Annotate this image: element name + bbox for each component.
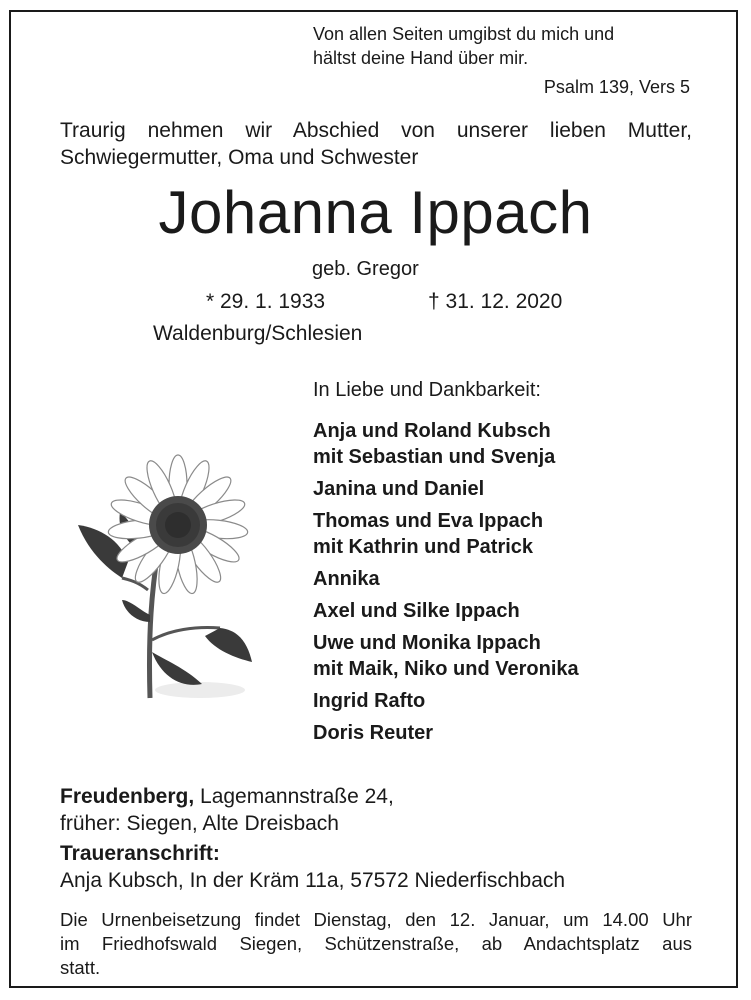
gratitude-line: In Liebe und Dankbarkeit: [313,379,541,401]
bible-verse [313,22,614,70]
mourner-group [313,598,579,624]
notice-line: im Friedhofswald Siegen, Schützenstraße, ab Andachtsplatz aus [60,933,692,954]
mourner-name: Anja und Roland Kubsch [313,420,551,442]
notice-line: statt. [60,957,101,978]
sunflower-icon [70,440,260,705]
intro-text [60,117,692,171]
verse-line: hältst deine Hand über mir. [313,48,529,68]
death-date: † 31. 12. 2020 [428,290,563,313]
verse-source: Psalm 139, Vers 5 [543,77,690,97]
burial-notice [60,908,692,980]
mourner-name: Annika [313,568,380,590]
mourner-name: mit Sebastian und Svenja [313,446,556,468]
mourner-group [313,508,579,560]
verse-line: Von allen Seiten umgibst du mich und [313,24,615,44]
mourner-group [313,476,579,502]
maiden-name: geb. Gregor [312,258,419,280]
intro-line: Traurig nehmen wir Abschied von unserer lieben Mutter, [60,119,692,142]
mourner-name: Doris Reuter [313,722,434,744]
former-residence: früher: Siegen, Alte Dreisbach [60,812,339,835]
mourning-address-label: Traueranschrift: [60,842,220,865]
residence-town: Freudenberg, [60,785,195,808]
mourning-address: Anja Kubsch, In der Kräm 11a, 57572 Niederfischbach [60,869,566,892]
mourner-name: Thomas und Eva Ippach [313,510,544,532]
mourner-group [313,566,579,592]
mourner-group [313,630,579,682]
mourner-group [313,688,579,714]
mourner-name: Ingrid Rafto [313,690,426,712]
mourner-name: Uwe und Monika Ippach [313,632,541,654]
mourner-name: mit Maik, Niko und Veronika [313,658,579,680]
birthplace: Waldenburg/Schlesien [153,322,363,345]
mourner-name: Janina und Daniel [313,478,485,500]
residence [60,783,394,810]
intro-line: Schwiegermutter, Oma und Schwester [60,146,419,169]
birth-date: * 29. 1. 1933 [206,290,326,313]
mourner-group [313,418,579,470]
mourner-group [313,720,579,746]
mourner-name: mit Kathrin und Patrick [313,536,534,558]
notice-line: Die Urnenbeisetzung findet Dienstag, den 12. Januar, um 14.00 Uhr [60,909,692,930]
mourners-list [313,418,579,752]
deceased-name: Johanna Ippach [158,179,593,246]
mourner-name: Axel und Silke Ippach [313,600,520,622]
residence-street: Lagemannstraße 24, [194,785,394,808]
